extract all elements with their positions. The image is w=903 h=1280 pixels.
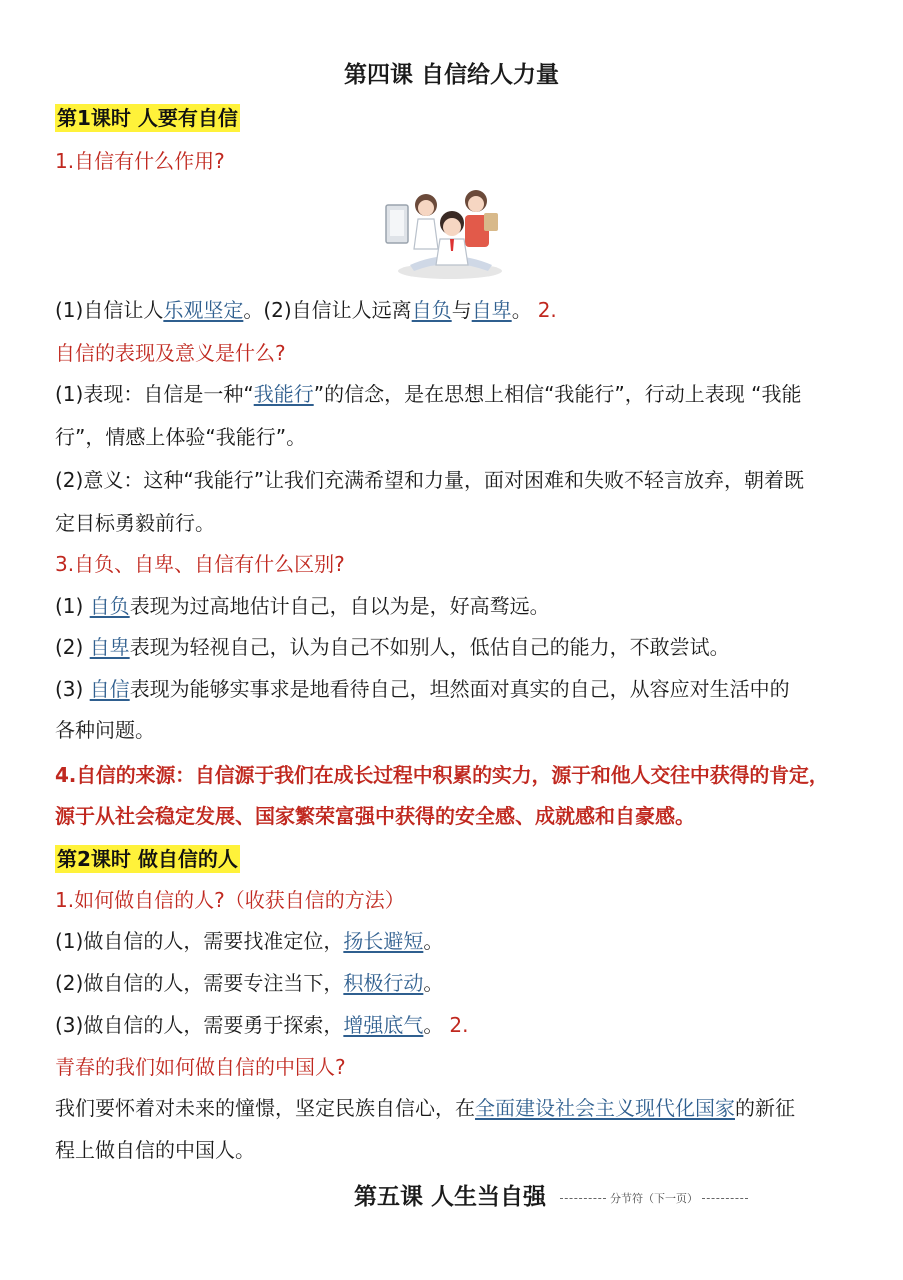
keyword-inferiority: 自卑 xyxy=(89,635,130,659)
dashed-line xyxy=(702,1198,748,1199)
lesson-2-answer-2-line-1: 我们要怀着对未来的憧憬，坚定民族自信心，在全面建设社会主义现代化国家的新征 xyxy=(55,1096,795,1120)
section-break-label: 分节符（下一页） xyxy=(610,1192,698,1205)
answer-3-line-3: (3) 自信表现为能够实事求是地看待自己，坦然面对真实的自己，从容应对生活中的 xyxy=(55,677,790,701)
keyword-i-can-do-it: 我能行 xyxy=(253,382,314,406)
question-4-line-2: 源于从社会稳定发展、国家繁荣富强中获得的安全感、成就感和自豪感。 xyxy=(55,804,695,828)
answer-2-line-2: 行”，情感上体验“我能行”。 xyxy=(55,425,307,449)
next-question-number: 2. xyxy=(449,1013,469,1037)
page-title: 第四课 自信给人力量 xyxy=(343,62,559,88)
keyword-strengths: 扬长避短 xyxy=(343,929,424,953)
question-3: 3.自负、自卑、自信有什么区别? xyxy=(55,552,345,576)
lesson-2-answer-1-line-3: (3)做自信的人，需要勇于探索，增强底气。 2. xyxy=(55,1013,469,1037)
keyword-confidence: 自信 xyxy=(89,677,130,701)
question-2: 自信的表现及意义是什么? xyxy=(55,341,286,365)
keyword-confidence-boost: 增强底气 xyxy=(343,1013,424,1037)
lesson-2-heading-highlight: 第2课时 做自信的人 xyxy=(57,847,238,871)
keyword-modern-socialist-country: 全面建设社会主义现代化国家 xyxy=(475,1096,735,1120)
lesson-1-heading-highlight: 第1课时 人要有自信 xyxy=(57,106,238,130)
keyword-arrogance: 自负 xyxy=(411,298,452,322)
section-break xyxy=(556,1190,752,1206)
lesson-2-question-1: 1.如何做自信的人?（收获自信的方法） xyxy=(55,888,405,912)
keyword-arrogance: 自负 xyxy=(89,594,130,618)
children-reading-illustration xyxy=(380,183,520,283)
lesson-1-heading xyxy=(55,104,240,132)
keyword-inferiority: 自卑 xyxy=(471,298,512,322)
answer-2-line-3: (2)意义：这种“我能行”让我们充满希望和力量，面对困难和失败不轻言放弃，朝着既 xyxy=(55,468,805,492)
lesson-2-heading xyxy=(55,845,240,873)
lesson-2-question-2: 青春的我们如何做自信的中国人? xyxy=(55,1055,346,1079)
question-1: 1.自信有什么作用? xyxy=(55,149,225,173)
question-4-line-1: 4.自信的来源：自信源于我们在成长过程中积累的实力，源于和他人交往中获得的肯定， xyxy=(55,763,829,787)
next-question-number: 2. xyxy=(537,298,557,322)
dashed-line xyxy=(560,1198,606,1199)
answer-1: (1)自信让人乐观坚定。(2)自信让人远离自负与自卑。 2. xyxy=(55,298,557,322)
answer-3-line-1: (1) 自负表现为过高地估计自己，自以为是，好高骛远。 xyxy=(55,594,550,618)
lesson-2-answer-2-line-2: 程上做自信的中国人。 xyxy=(55,1138,255,1162)
lesson-2-answer-1-line-2: (2)做自信的人，需要专注当下，积极行动。 xyxy=(55,971,444,995)
keyword-optimistic: 乐观坚定 xyxy=(163,298,244,322)
keyword-act: 积极行动 xyxy=(343,971,424,995)
answer-2-line-4: 定目标勇毅前行。 xyxy=(55,511,215,535)
lesson-2-answer-1-line-1: (1)做自信的人，需要找准定位，扬长避短。 xyxy=(55,929,444,953)
answer-3-line-2: (2) 自卑表现为轻视自己，认为自己不如别人，低估自己的能力，不敢尝试。 xyxy=(55,635,730,659)
answer-2-line-1: (1)表现：自信是一种“我能行”的信念，是在思想上相信“我能行”，行动上表现 “我能 xyxy=(55,382,802,406)
answer-3-line-4: 各种问题。 xyxy=(55,718,155,742)
next-lesson-title: 第五课 人生当自强 xyxy=(354,1184,547,1210)
